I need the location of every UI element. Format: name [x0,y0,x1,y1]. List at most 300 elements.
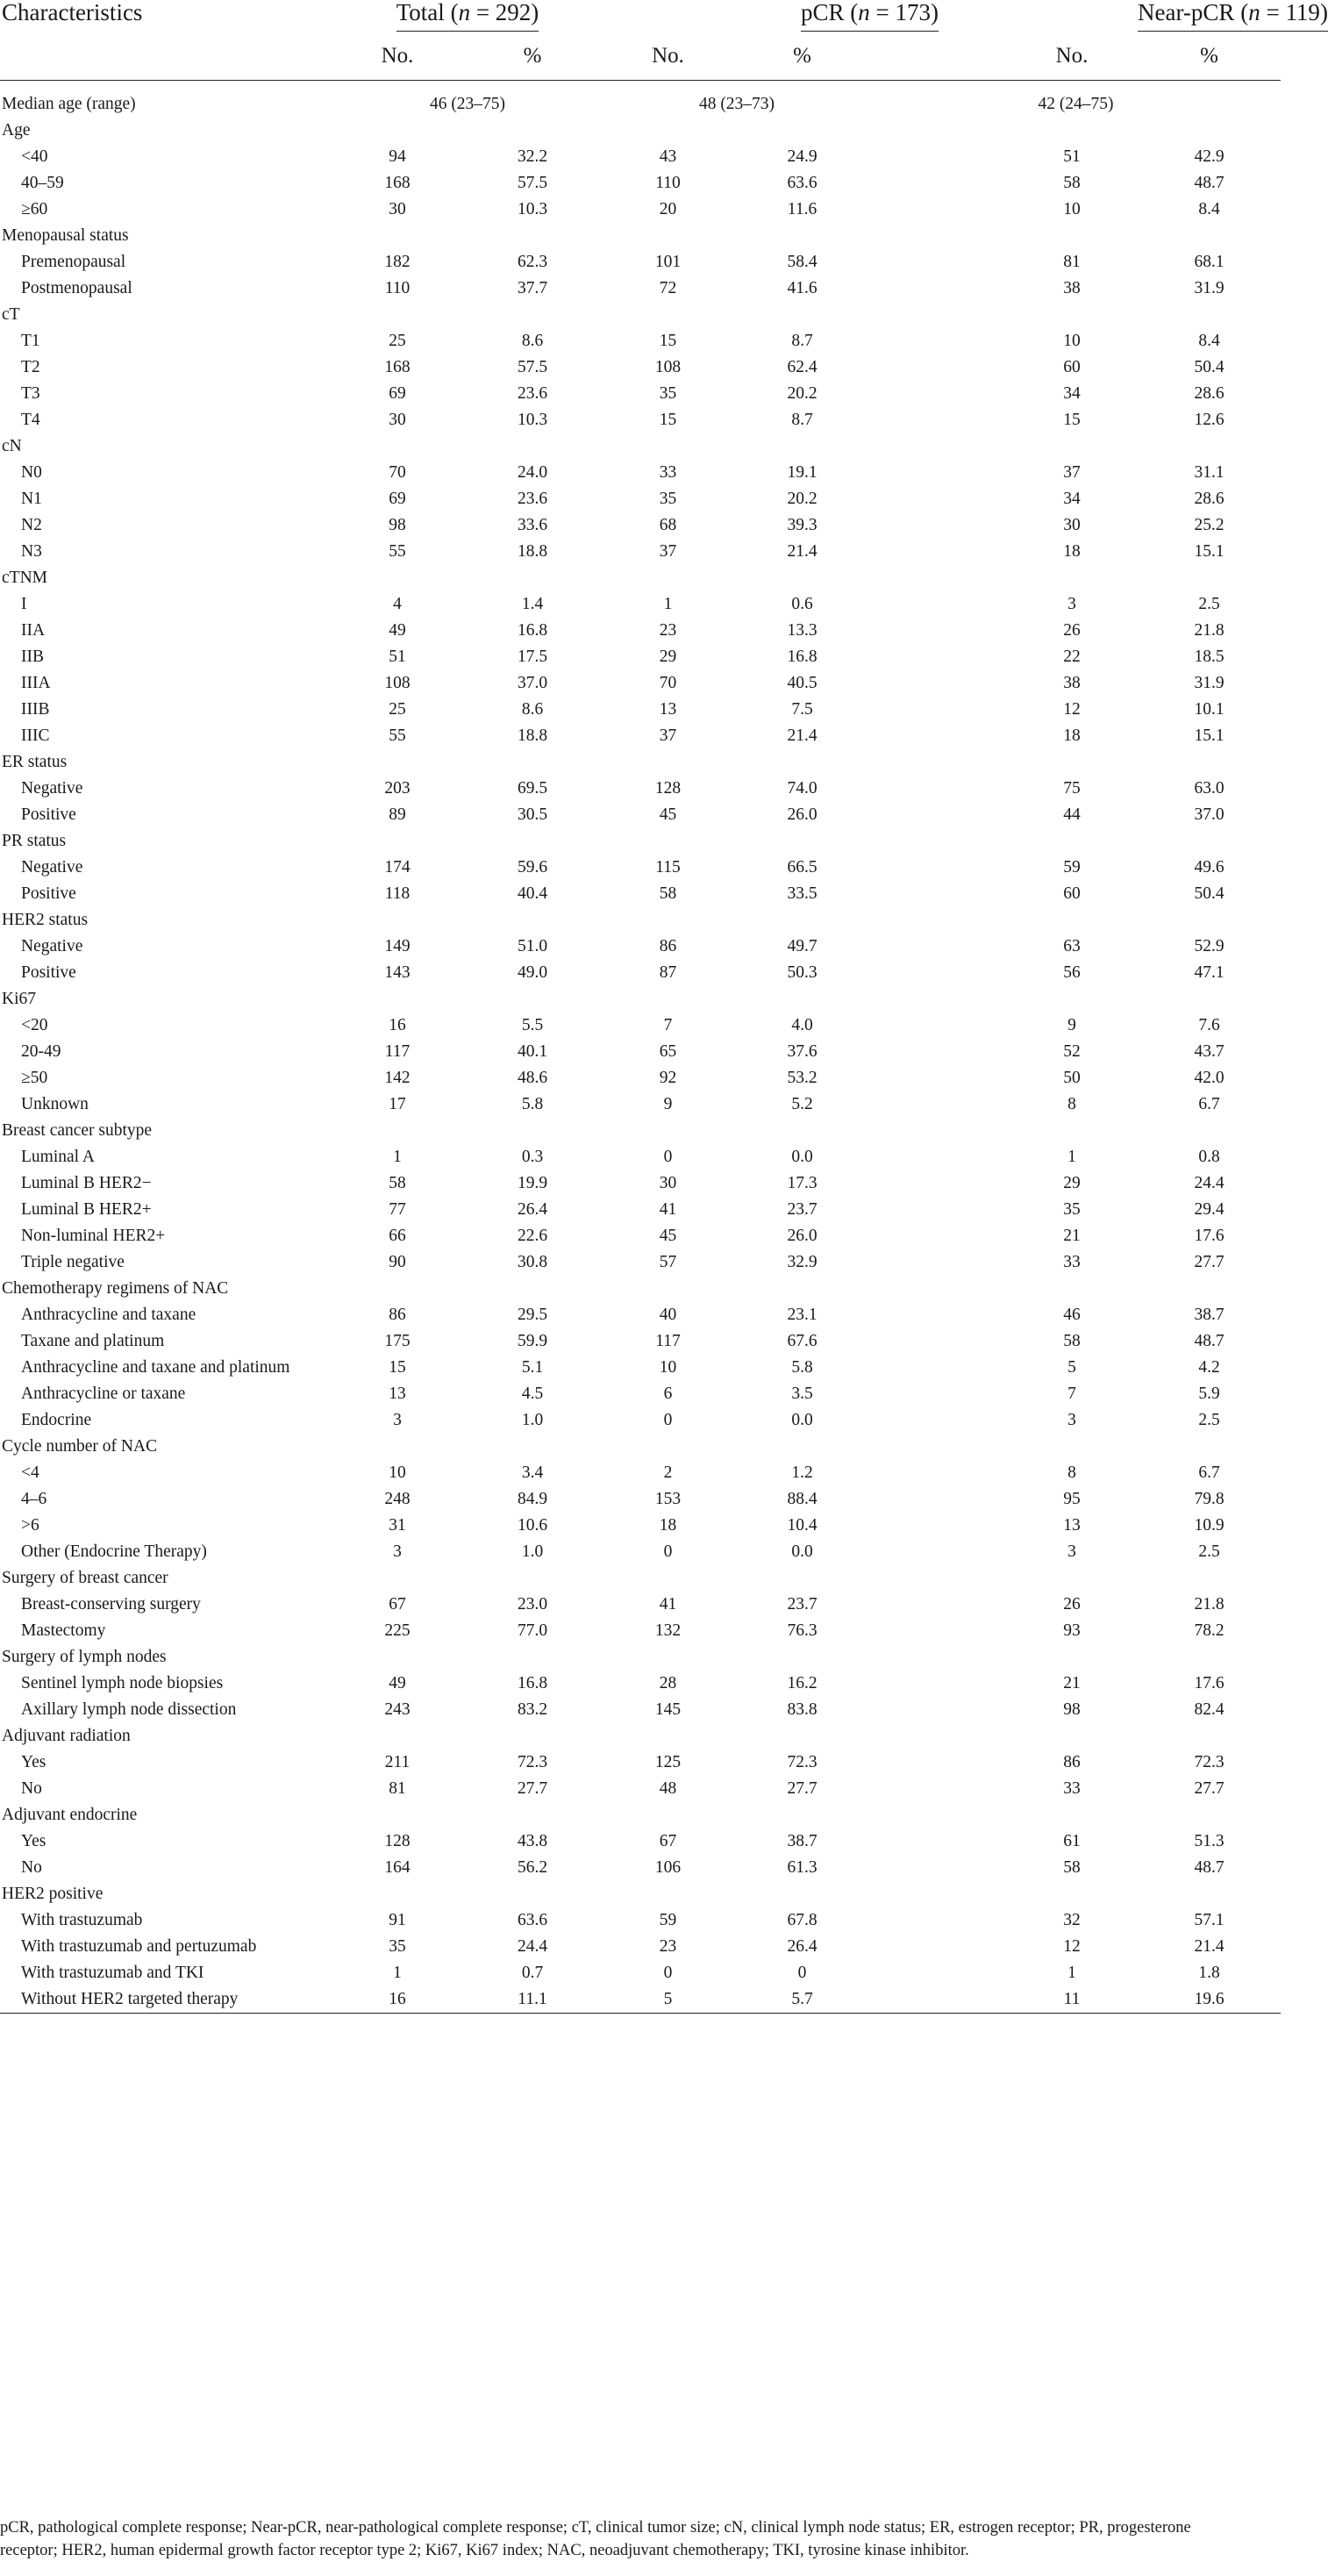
row-label: Breast cancer subtype [2,1121,153,1140]
table-row [0,223,1281,249]
cell-total-pct: 0.3 [521,1148,544,1166]
row-label: 4–6 [21,1490,47,1508]
cell-pcr-no: 0 [663,1411,673,1429]
cell-total-pct: 3.4 [521,1463,544,1482]
col-near-pct: % [1200,43,1218,68]
cell-pcr-pct: 21.4 [787,726,818,745]
cell-total-pct: 51.0 [517,937,548,955]
cell-total-no: 86 [389,1306,406,1324]
cell-pcr-pct: 27.7 [787,1779,818,1798]
row-label: Luminal B HER2+ [21,1200,152,1219]
cell-pcr-no: 72 [659,279,677,297]
row-label: IIIB [21,700,50,719]
cell-pcr-no: 1 [663,595,673,613]
cell-near-no: 8 [1067,1095,1076,1113]
cell-total-pct: 23.6 [517,490,548,508]
cell-total-pct: 8.6 [521,700,544,719]
cell-pcr-pct: 16.2 [787,1674,818,1692]
cell-total-pct: 37.0 [517,674,548,692]
table-row [0,670,1281,697]
cell-total-no: 55 [389,542,406,561]
cell-near-pct: 50.4 [1194,358,1224,376]
cell-pcr-pct: 41.6 [787,279,818,297]
cell-total-pct: 23.6 [517,384,548,403]
cell-near-no: 93 [1063,1621,1081,1640]
cell-total-pct: 16.8 [517,621,548,640]
row-label: Luminal B HER2− [21,1174,152,1192]
cell-pcr-pct: 0.0 [791,1148,813,1166]
row-label: IIA [21,621,46,640]
table-row [0,1460,1281,1486]
row-label: Adjuvant radiation [2,1727,131,1745]
cell-near-no: 10 [1063,332,1081,350]
cell-pcr-no: 86 [659,937,677,955]
table-row [0,1486,1281,1513]
cell-pcr-pct: 7.5 [791,700,813,719]
row-label: IIIC [21,726,50,745]
cell-total-pct: 84.9 [517,1490,548,1508]
cell-near-no: 34 [1063,490,1081,508]
cell-pcr-no: 106 [654,1858,682,1877]
cell-pcr-no: 92 [659,1069,677,1087]
row-label: Breast-conserving surgery [21,1595,201,1614]
col-total-no: No. [381,43,414,68]
cell-total-pct: 27.7 [517,1779,548,1798]
table-row [0,1644,1281,1671]
cell-total-no: 69 [389,384,406,403]
cell-near-no: 58 [1063,1858,1081,1877]
cell-pcr-pct: 20.2 [787,384,818,403]
cell-pcr-no: 67 [659,1832,677,1850]
cell-total-no: 143 [384,963,411,982]
cell-pcr-pct: 0.0 [791,1542,813,1561]
cell-near-no: 46 [1063,1306,1081,1324]
cell-total-pct: 1.0 [521,1411,544,1429]
cell-near-no: 98 [1063,1700,1081,1719]
table-row [0,697,1281,723]
row-label: N2 [21,516,42,534]
table-row [0,986,1281,1013]
cell-pcr-pct: 40.5 [787,674,818,692]
table-row [0,1355,1281,1381]
cell-near-pct: 48.7 [1194,1332,1224,1350]
cell-pcr-no: 23 [659,1937,677,1956]
table-row [0,1434,1281,1460]
cell-pcr-pct: 19.1 [787,463,818,482]
cell-total-pct: 5.5 [521,1016,544,1034]
cell-near-pct: 4.2 [1198,1358,1220,1377]
table-row [0,1144,1281,1170]
table-row [0,1750,1281,1776]
cell-near-pct: 17.6 [1194,1227,1224,1245]
cell-total-no: 31 [389,1516,406,1535]
cell-near-no: 35 [1063,1200,1081,1219]
cell-pcr-pct: 23.7 [787,1595,818,1614]
cell-pcr-no: 35 [659,490,677,508]
cell-near-pct: 38.7 [1194,1306,1224,1324]
cell-pcr-pct: 13.3 [787,621,818,640]
cell-pcr-no: 45 [659,1227,677,1245]
row-label: Anthracycline or taxane [21,1385,186,1403]
row-label: Without HER2 targeted therapy [0,1986,332,2014]
cell-pcr-no: 41 [659,1200,677,1219]
cell-near-pct: 2.5 [1198,595,1220,613]
col-total-pct: % [523,43,542,68]
cell-total-no: 1 [393,1964,402,1982]
cell-near-pct: 1.8 [1198,1964,1220,1982]
cell-near-pct: 7.6 [1198,1016,1220,1034]
group-heading-near-pcr: Near-pCR (n = 119) [1138,0,1281,32]
cell-near-no: 1 [1067,1148,1076,1166]
row-label: Anthracycline and taxane and platinum [21,1358,290,1377]
cell-total-pct: 1.4 [521,595,544,613]
cell-near-pct: 31.9 [1194,674,1224,692]
cell-total-pct: 0.7 [521,1964,544,1982]
cell-pcr-pct: 67.6 [787,1332,818,1350]
row-label: Axillary lymph node dissection [21,1700,237,1719]
cell-near-no: 3 [1067,1542,1076,1561]
cell-near-pct: 37.0 [1194,805,1224,824]
table-row [0,907,1281,934]
table-row [0,1170,1281,1197]
cell-total-pct: 72.3 [517,1753,548,1771]
cell-near-pct: 42.0 [1194,1069,1224,1087]
cell-pcr-no: 20 [659,200,677,218]
row-label: IIB [21,648,44,666]
cell-pcr-no: 117 [655,1332,681,1350]
cell-total-pct: 10.3 [517,411,548,429]
cell-near-no: 86 [1063,1753,1081,1771]
cell-near-pct: 68.1 [1194,253,1224,271]
cell-near-pct: 48.7 [1194,174,1224,192]
cell-pcr-pct: 24.9 [787,147,818,166]
cell-pcr-no: 68 [659,516,677,534]
cell-near-pct: 72.3 [1194,1753,1224,1771]
cell-pcr-no: 48 [659,1779,677,1798]
cell-total-median: 46 (23–75) [429,95,506,113]
cell-total-pct: 57.5 [517,358,548,376]
cell-pcr-no: 2 [663,1463,673,1482]
cell-total-pct: 57.5 [517,174,548,192]
row-label: Mastectomy [21,1621,106,1640]
characteristics-heading: Characteristics [2,0,143,25]
cell-pcr-pct: 53.2 [787,1069,818,1087]
cell-near-no: 34 [1063,384,1081,403]
cell-pcr-pct: 58.4 [787,253,818,271]
table-row [0,486,1281,512]
cell-total-no: 35 [389,1937,406,1956]
row-label: 40–59 [21,174,64,192]
cell-near-no: 26 [1063,621,1081,640]
cell-near-pct: 79.8 [1194,1490,1224,1508]
cell-pcr-no: 40 [659,1306,677,1324]
cell-total-no: 13 [389,1385,406,1403]
col-near-no: No. [1055,43,1089,68]
table-row [0,1013,1281,1039]
cell-pcr-no: 0 [663,1148,673,1166]
cell-pcr-no: 33 [659,463,677,482]
cell-total-pct: 1.0 [521,1542,544,1561]
cell-near-no: 22 [1063,648,1081,666]
col-pcr-pct: % [793,43,811,68]
cell-near-no: 3 [1067,1411,1076,1429]
table-row [0,618,1281,644]
table-row [0,1802,1281,1828]
cell-total-pct: 26.4 [517,1200,548,1219]
cell-near-no: 18 [1063,726,1081,745]
cell-pcr-no: 15 [659,411,677,429]
row-label: HER2 status [2,911,89,929]
cell-total-pct: 23.0 [517,1595,548,1614]
table-row [0,1881,1281,1907]
row-label: With trastuzumab and TKI [21,1964,204,1982]
cell-pcr-no: 9 [663,1095,673,1113]
cell-total-no: 175 [384,1332,411,1350]
cell-pcr-pct: 1.2 [791,1463,813,1482]
cell-total-pct: 37.7 [517,279,548,297]
cell-total-no: 66 [389,1227,406,1245]
cell-total-pct: 10.3 [517,200,548,218]
table-row [0,197,1281,223]
table-row [0,1513,1281,1539]
row-label: <4 [21,1463,39,1482]
cell-total-pct: 8.6 [521,332,544,350]
cell-total-no: 51 [389,648,406,666]
cell-total-no: 4 [393,595,402,613]
cell-total-pct: 17.5 [517,648,548,666]
cell-pcr-no: 13 [659,700,677,719]
row-label: >6 [21,1516,39,1535]
table-row [0,1671,1281,1697]
row-label: cT [2,305,20,324]
cell-total-no: 30 [389,200,406,218]
table-row [0,1697,1281,1723]
row-label: Unknown [21,1095,89,1113]
cell-near-pct: 21.8 [1194,621,1224,640]
cell-total-no: 168 [384,174,411,192]
cell-near-pct: 15.1 [1194,726,1224,745]
group-heading-pcr: pCR (n = 173) [733,0,1006,32]
table-row [0,460,1281,486]
row-label: Median age (range) [2,95,136,113]
cell-pcr-pct: 88.4 [787,1490,818,1508]
cell-pcr-pct: 3.5 [791,1385,813,1403]
row-label: Other (Endocrine Therapy) [21,1542,207,1561]
cell-pcr-no: 59 [659,1911,677,1929]
cell-pcr-pct: 0 [797,1964,807,1982]
cell-near-no: 18 [1063,542,1081,561]
cell-near-no: 61 [1063,1832,1081,1850]
cell-near-pct: 47.1 [1194,963,1224,982]
cell-total-no: 164 [384,1858,411,1877]
cell-near-pct: 0.8 [1198,1148,1220,1166]
cell-near-pct: 28.6 [1194,384,1224,403]
cell-near-pct: 6.7 [1198,1463,1220,1482]
cell-pcr-pct: 76.3 [787,1621,818,1640]
row-label: N1 [21,490,42,508]
cell-total-no: 16 [389,1016,406,1034]
cell-pcr-no: 41 [659,1595,677,1614]
table-row [0,749,1281,776]
cell-total-no: 10 [389,1463,406,1482]
cell-total-no: 225 [384,1621,411,1640]
cell-total-pct: 18.8 [517,726,548,745]
cell-total-no: 1 [393,1148,402,1166]
row-label: Anthracycline and taxane [21,1306,196,1324]
col-pcr-no: No. [652,43,684,68]
cell-near-no: 21 [1063,1674,1081,1692]
cell-total-no: 149 [384,937,411,955]
cell-total-pct: 69.5 [517,779,548,798]
row-label: Endocrine [21,1411,92,1429]
cell-near-pct: 8.4 [1198,200,1220,218]
cell-near-pct: 6.7 [1198,1095,1220,1113]
cell-pcr-pct: 17.3 [787,1174,818,1192]
table-row [0,1276,1281,1302]
row-label: Triple negative [21,1253,125,1271]
cell-total-pct: 32.2 [517,147,548,166]
row-label: No [21,1858,42,1877]
cell-pcr-no: 37 [659,542,677,561]
cell-pcr-no: 6 [663,1385,673,1403]
cell-near-no: 26 [1063,1595,1081,1614]
cell-near-no: 38 [1063,279,1081,297]
cell-near-no: 58 [1063,1332,1081,1350]
cell-total-pct: 5.1 [521,1358,544,1377]
cell-pcr-pct: 4.0 [791,1016,813,1034]
row-label: Yes [21,1832,46,1850]
cell-near-no: 29 [1063,1174,1081,1192]
row-label: 20-49 [21,1042,61,1061]
row-label: Yes [21,1753,46,1771]
cell-pcr-pct: 0.6 [791,595,813,613]
table-row [0,1960,1281,1986]
cell-pcr-pct: 39.3 [787,516,818,534]
cell-pcr-pct: 26.4 [787,1937,818,1956]
cell-near-pct: 2.5 [1198,1411,1220,1429]
cell-pcr-pct: 26.0 [787,1227,818,1245]
table-row [0,1039,1281,1065]
table-row [0,1776,1281,1802]
cell-pcr-no: 87 [659,963,677,982]
row-label: With trastuzumab [21,1911,143,1929]
cell-near-pct: 42.9 [1194,147,1224,166]
table-row [0,1723,1281,1750]
cell-near-pct: 27.7 [1194,1253,1224,1271]
cell-near-pct: 10.9 [1194,1516,1224,1535]
cell-pcr-pct: 23.7 [787,1200,818,1219]
row-label: <40 [21,147,48,166]
cell-total-no: 168 [384,358,411,376]
table-row [0,1986,1281,2014]
cell-total-pct: 77.0 [517,1621,548,1640]
table-row [0,565,1281,591]
row-label: ER status [2,753,68,771]
cell-total-pct: 49.0 [517,963,548,982]
cell-pcr-no: 15 [659,332,677,350]
footnote-line-2: receptor; HER2, human epidermal growth factor receptor type 2; Ki67, Ki67 index; NAC, neoadjuvant chemotherapy; TKI, tyrosine kinase inhibitor. [0,2542,969,2559]
table-body [0,81,1281,2014]
cell-pcr-no: 115 [655,858,681,877]
cell-pcr-no: 30 [659,1174,677,1192]
cell-total-no: 110 [384,279,411,297]
cell-total-no: 25 [389,332,406,350]
cell-near-no: 50 [1063,1069,1081,1087]
cell-near-pct: 51.3 [1194,1832,1224,1850]
cell-total-pct: 18.8 [517,542,548,561]
cell-near-pct: 25.2 [1194,516,1224,534]
cell-total-no: 30 [389,411,406,429]
cell-pcr-no: 7 [663,1016,673,1034]
cell-pcr-pct: 74.0 [787,779,818,798]
cell-near-no: 10 [1063,200,1081,218]
cell-pcr-no: 29 [659,648,677,666]
cell-pcr-no: 108 [654,358,682,376]
table-row [0,433,1281,460]
cell-pcr-no: 28 [659,1674,677,1692]
cell-near-no: 81 [1063,253,1081,271]
cell-total-pct: 43.8 [517,1832,548,1850]
row-label: PR status [2,832,67,850]
cell-pcr-pct: 8.7 [791,411,813,429]
cell-total-no: 25 [389,700,406,719]
cell-total-no: 91 [389,1911,406,1929]
cell-total-pct: 62.3 [517,253,548,271]
cell-near-pct: 10.1 [1194,700,1224,719]
cell-pcr-pct: 5.7 [733,1986,871,2014]
cell-total-pct: 24.0 [517,463,548,482]
cell-total-pct: 59.9 [517,1332,548,1350]
row-label: N0 [21,463,42,482]
cell-pcr-no: 0 [663,1964,673,1982]
cell-total-no: 117 [384,1042,411,1061]
cell-pcr-pct: 37.6 [787,1042,818,1061]
table-row [0,881,1281,907]
table-row [0,1381,1281,1407]
cell-near-pct: 63.0 [1194,779,1224,798]
cell-pcr-pct: 49.7 [787,937,818,955]
table-row [0,118,1281,144]
cell-total-no: 67 [389,1595,406,1614]
table-row [0,275,1281,302]
cell-total-pct: 24.4 [517,1937,548,1956]
cell-near-pct: 57.1 [1194,1911,1224,1929]
cell-total-no: 58 [389,1174,406,1192]
table-row [0,644,1281,670]
table-row [0,1934,1281,1960]
table-row [0,1249,1281,1276]
cell-near-no: 75 [1063,779,1081,798]
cell-pcr-pct: 16.8 [787,648,818,666]
cell-total-pct: 83.2 [517,1700,548,1719]
cell-total-pct: 11.1 [462,1986,603,2014]
table-row [0,407,1281,433]
table-row [0,1828,1281,1855]
table-header-groups [0,0,1281,32]
row-label: Surgery of breast cancer [2,1569,168,1587]
cell-pcr-no: 5 [603,1986,733,2014]
cell-near-no: 7 [1067,1385,1076,1403]
cell-near-pct: 31.9 [1194,279,1224,297]
cell-total-pct: 63.6 [517,1911,548,1929]
row-label: Postmenopausal [21,279,132,297]
cell-near-no: 60 [1063,358,1081,376]
cell-total-pct: 59.6 [517,858,548,877]
cell-total-no: 94 [389,147,406,166]
cell-near-pct: 12.6 [1194,411,1224,429]
table-row [0,1223,1281,1249]
cell-near-pct: 19.6 [1138,1986,1281,2014]
